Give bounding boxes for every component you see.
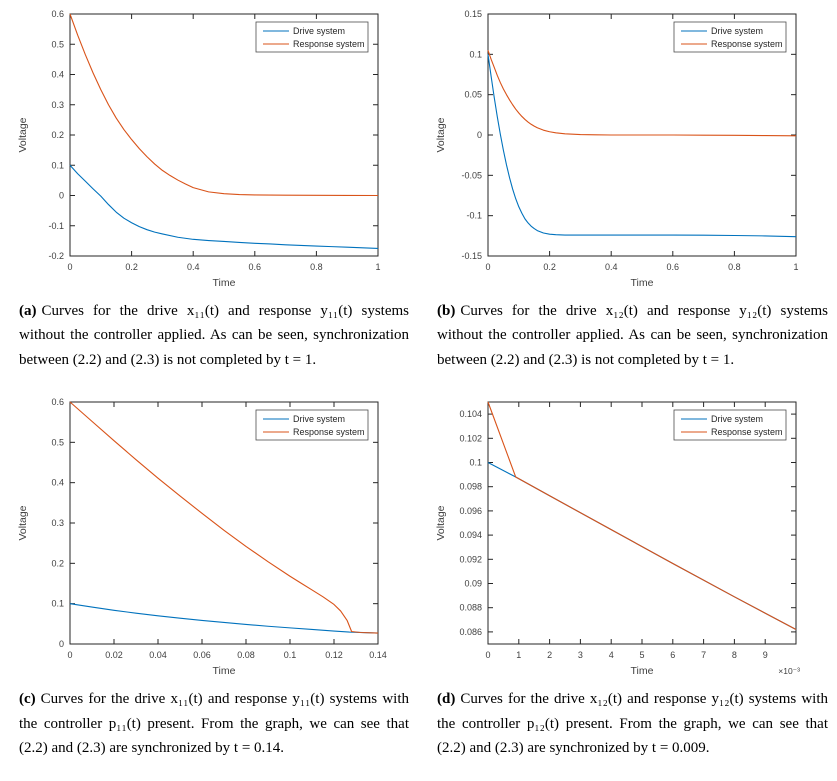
legend-entry-label: Response system [293, 39, 365, 49]
legend-entry-label: Drive system [293, 26, 346, 36]
svg-text:0: 0 [67, 650, 73, 661]
series-drive-system [70, 165, 378, 248]
x-axis-label: Time [212, 277, 236, 289]
caption-c-label: (c) [19, 691, 36, 708]
chart-a-drive-response-no-controller [0, 0, 418, 292]
svg-text:0.104: 0.104 [459, 409, 482, 420]
x-axis-label: Time [630, 665, 654, 678]
svg-text:0: 0 [58, 190, 64, 201]
legend-entry-label: Response system [293, 427, 365, 438]
svg-text:6: 6 [670, 650, 676, 661]
subfigure-d [418, 372, 837, 760]
svg-text:0.6: 0.6 [248, 262, 262, 272]
subfigure-a [0, 0, 418, 372]
svg-text:0.092: 0.092 [459, 554, 482, 565]
svg-text:1: 1 [516, 650, 522, 661]
svg-text:0.3: 0.3 [51, 518, 64, 529]
svg-text:3: 3 [577, 650, 583, 661]
svg-text:0.1: 0.1 [283, 650, 297, 661]
svg-text:1: 1 [375, 262, 381, 272]
svg-text:4: 4 [608, 650, 614, 661]
svg-text:8: 8 [731, 650, 737, 661]
x-axis-exponent: ×10⁻³ [778, 666, 800, 677]
y-axis-label: Voltage [435, 505, 447, 541]
svg-text:0.5: 0.5 [51, 39, 64, 50]
caption-b [437, 299, 828, 372]
caption-a-text: Curves for the drive x₁₁(t) and response y₁₁(t) systems without the controller applied. As can be seen, synchronization between (2.2) and (2.3) is not completed by t = 1. [19, 303, 409, 368]
svg-text:0.05: 0.05 [464, 89, 482, 100]
series-drive-system [488, 54, 796, 236]
caption-b-label: (b) [437, 303, 456, 319]
caption-c [19, 687, 409, 760]
svg-text:0.08: 0.08 [237, 650, 255, 661]
svg-text:9: 9 [762, 650, 768, 661]
svg-text:0.4: 0.4 [51, 477, 64, 488]
svg-text:0.6: 0.6 [51, 9, 64, 19]
legend-entry-label: Response system [711, 39, 783, 49]
svg-text:7: 7 [701, 650, 707, 661]
svg-text:0.1: 0.1 [51, 598, 64, 609]
y-axis-label: Voltage [17, 505, 29, 541]
x-axis-label: Time [212, 665, 236, 678]
svg-text:0.098: 0.098 [459, 481, 482, 492]
svg-text:-0.1: -0.1 [466, 210, 482, 221]
svg-text:0.12: 0.12 [325, 650, 343, 661]
svg-text:-0.2: -0.2 [48, 251, 64, 261]
svg-text:0.4: 0.4 [186, 262, 200, 272]
svg-text:-0.05: -0.05 [461, 170, 482, 181]
svg-text:0.086: 0.086 [459, 627, 482, 638]
svg-text:0.6: 0.6 [666, 262, 680, 272]
svg-text:0.102: 0.102 [459, 433, 482, 444]
svg-text:0.4: 0.4 [604, 262, 618, 272]
svg-text:0.2: 0.2 [51, 558, 64, 569]
svg-text:0.5: 0.5 [51, 437, 64, 448]
series-response-system [488, 50, 796, 136]
svg-text:-0.1: -0.1 [48, 220, 64, 231]
caption-a-label: (a) [19, 303, 37, 319]
chart-b-drive-response-no-controller [418, 0, 836, 292]
svg-text:0.14: 0.14 [369, 650, 387, 661]
subfigure-c [0, 372, 418, 760]
legend-entry-label: Response system [711, 427, 783, 438]
svg-text:0: 0 [67, 262, 73, 272]
caption-d [437, 687, 828, 760]
svg-text:0.6: 0.6 [51, 397, 64, 408]
svg-text:0: 0 [476, 130, 482, 140]
legend-entry-label: Drive system [711, 26, 764, 36]
chart-c-drive-response-with-controller [0, 388, 418, 680]
series-drive-system [70, 604, 378, 633]
svg-text:-0.15: -0.15 [461, 251, 482, 261]
svg-text:0.3: 0.3 [51, 99, 64, 110]
svg-text:0.2: 0.2 [51, 130, 64, 140]
svg-text:0.2: 0.2 [125, 262, 138, 272]
svg-text:0.1: 0.1 [469, 457, 482, 468]
svg-text:0.8: 0.8 [728, 262, 741, 272]
y-axis-label: Voltage [17, 117, 29, 153]
svg-text:1: 1 [793, 262, 799, 272]
y-axis-label: Voltage [435, 117, 447, 153]
svg-text:0.2: 0.2 [543, 262, 556, 272]
svg-text:0.04: 0.04 [149, 650, 167, 661]
svg-text:0: 0 [485, 650, 491, 661]
svg-text:2: 2 [547, 650, 553, 661]
subfigure-b [418, 0, 837, 372]
chart-d-drive-response-with-controller [418, 388, 836, 680]
svg-text:0.1: 0.1 [469, 49, 482, 60]
svg-text:0.088: 0.088 [459, 602, 482, 613]
svg-text:0.4: 0.4 [51, 69, 64, 80]
svg-text:5: 5 [639, 650, 645, 661]
svg-text:0.096: 0.096 [459, 506, 482, 517]
legend-entry-label: Drive system [293, 414, 346, 425]
svg-text:0.02: 0.02 [105, 650, 123, 661]
svg-text:0.09: 0.09 [464, 578, 482, 589]
caption-b-text: Curves for the drive x₁₂(t) and response y₁₂(t) systems without the controller applied. As can be seen, synchronization between (2.2) and (2.3) is not completed by t = 1. [437, 303, 828, 368]
svg-text:0.8: 0.8 [310, 262, 323, 272]
svg-text:0: 0 [58, 639, 64, 650]
caption-d-text: Curves for the drive x₁₂(t) and response y₁₂(t) systems with the controller p₁₂(t) present. From the graph, we can see that (2.2) and (2.3) are synchronized by t = 0.009. [437, 691, 828, 757]
legend-entry-label: Drive system [711, 414, 764, 425]
svg-text:0.15: 0.15 [464, 9, 482, 19]
svg-text:0: 0 [485, 262, 491, 272]
caption-c-text: Curves for the drive x₁₁(t) and response y₁₁(t) systems with the controller p₁₁(t) present. From the graph, we can see that (2.2) and (2.3) are synchronized by t = 0.14. [19, 691, 409, 757]
caption-d-label: (d) [437, 691, 456, 708]
x-axis-label: Time [630, 277, 654, 289]
caption-a [19, 299, 409, 372]
svg-text:0.1: 0.1 [51, 160, 64, 171]
svg-text:0.094: 0.094 [459, 530, 482, 541]
svg-text:0.06: 0.06 [193, 650, 211, 661]
